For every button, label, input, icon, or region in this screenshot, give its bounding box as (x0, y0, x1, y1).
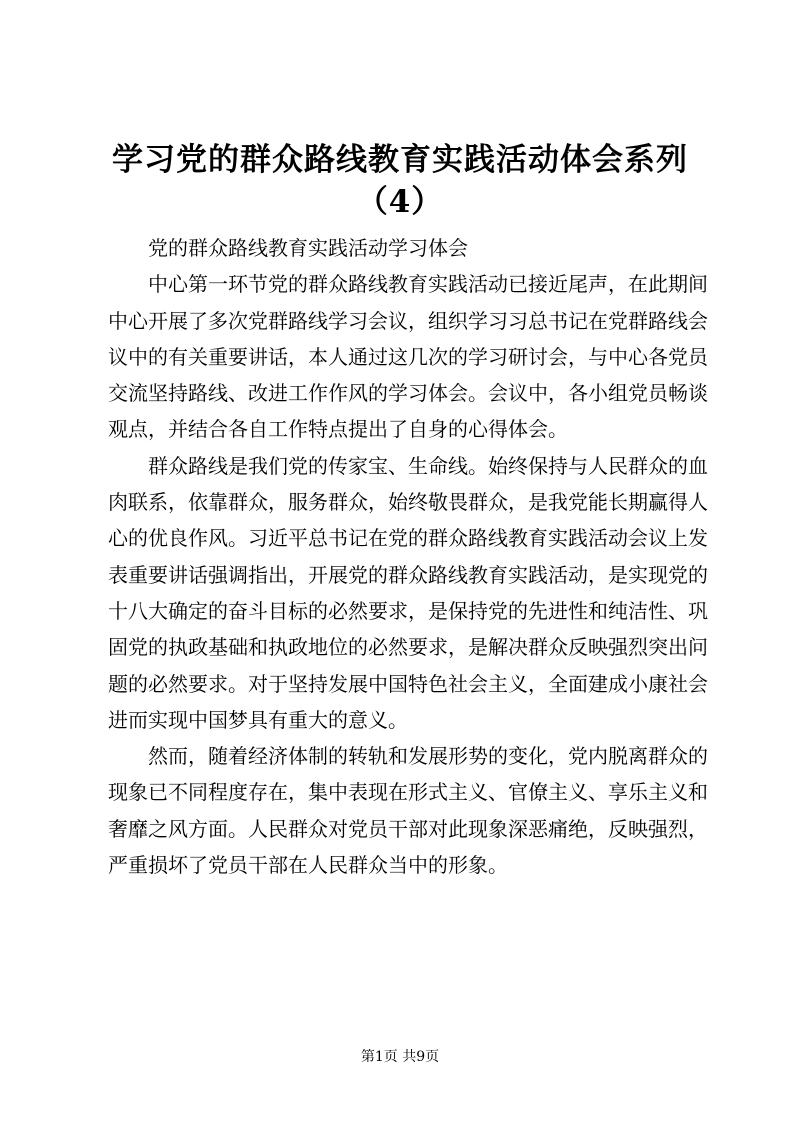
body-paragraph: 群众路线是我们党的传家宝、生命线。始终保持与人民群众的血肉联系，依靠群众，服务群众，始终敬畏群众，是我党能长期赢得人心的优良作风。习近平总书记在党的群众路线教育实践活动会议上发表重要讲话强调指出，开展党的群众路线教育实践活动，是实现党的十八大确定的奋斗目标的必然要求，是保持党的先进性和纯洁性、巩固党的执政基础和执政地位的必然要求，是解决群众反映强烈突出问题的必然要求。对于坚持发展中国特色社会主义，全面建成小康社会进而实现中国梦具有重大的意义。 (108, 453, 708, 732)
document-title: 学习党的群众路线教育实践活动体会系列 (112, 142, 688, 178)
subtitle-paragraph: 党的群众路线教育实践活动学习体会 (148, 236, 468, 260)
document-title-number: （4） (356, 184, 444, 220)
body-paragraph: 中心第一环节党的群众路线教育实践活动已接近尾声，在此期间中心开展了多次党群路线学习会议，组织学习习总书记在党群路线会议中的有关重要讲话，本人通过这几次的学习研讨会，与中心各党员交流坚持路线、改进工作作风的学习体会。会议中，各小组党员畅谈观点，并结合各自工作特点提出了自身的心得体会。 (108, 272, 708, 442)
page-footer: 第1页 共9页 (360, 1049, 440, 1065)
document-body (108, 230, 708, 883)
body-paragraph: 然而，随着经济体制的转轨和发展形势的变化，党内脱离群众的现象已不同程度存在，集中表现在形式主义、官僚主义、享乐主义和奢靡之风方面。人民群众对党员干部对此现象深恶痛绝，反映强烈，严重损坏了党员干部在人民群众当中的形象。 (108, 744, 708, 878)
